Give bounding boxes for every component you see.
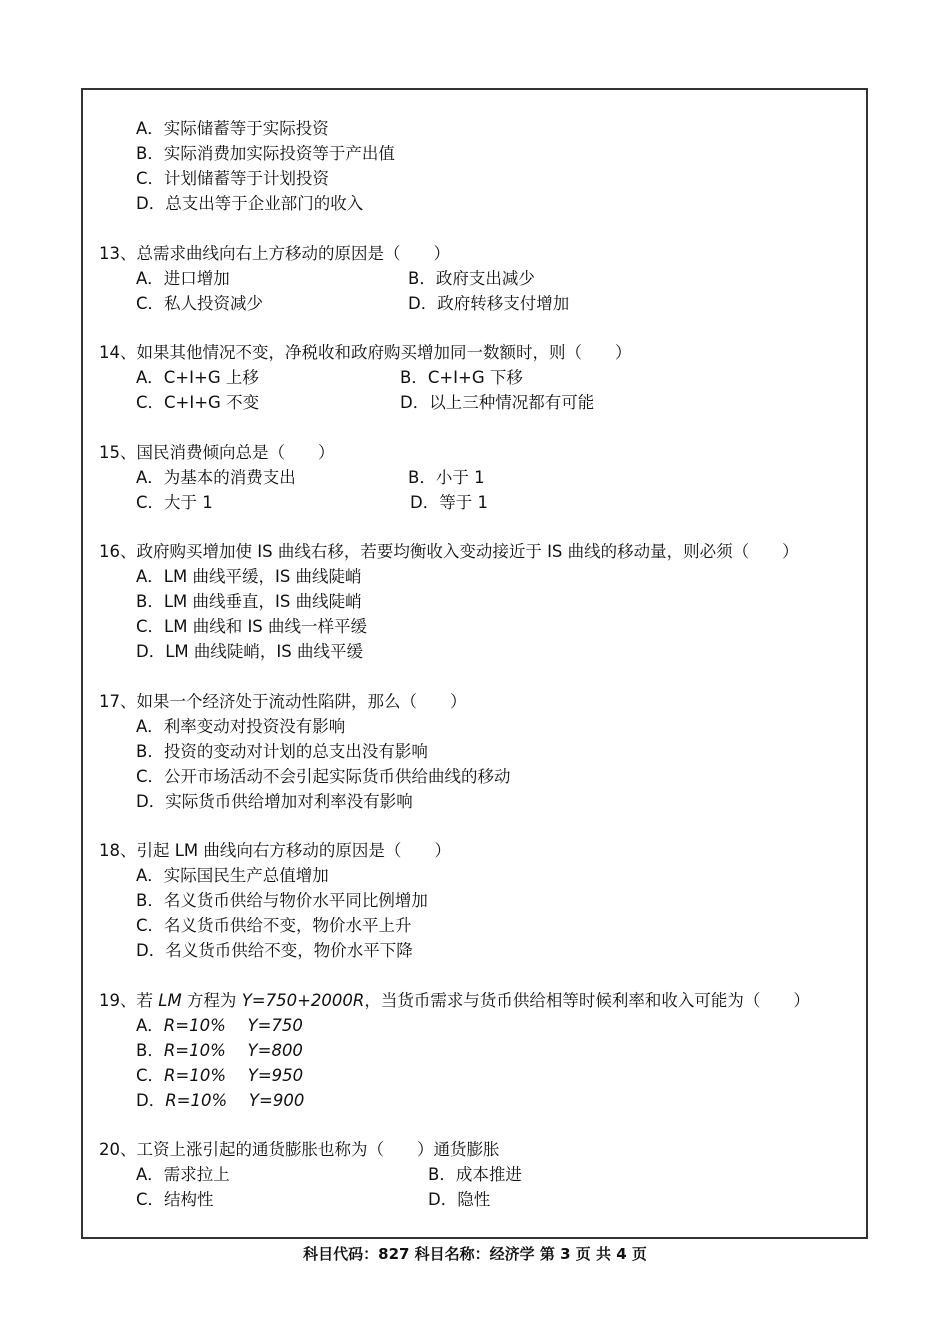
q19-option-c-value: R=10% Y=950 (164, 1065, 304, 1085)
q19-stem (99, 988, 859, 1013)
q19-option-c-label: C． (136, 1065, 165, 1085)
q14-options-row2 (99, 390, 859, 415)
q14-stem: 14、如果其他情况不变，净税收和政府购买增加同一数额时，则（ ） (99, 343, 632, 362)
q17-option-d: D．实际货币供给增加对利率没有影响 (136, 791, 413, 811)
q14-option-d: D．以上三种情况都有可能 (400, 393, 595, 412)
q17-option-a: A．利率变动对投资没有影响 (136, 716, 346, 736)
q20-options-row1 (99, 1162, 859, 1187)
q19-option-b-label: B． (136, 1040, 164, 1060)
q19-option-d (99, 1088, 859, 1113)
q20-options-row2 (99, 1187, 859, 1212)
q13-options-row2 (99, 291, 859, 316)
q18-option-c: C．名义货币供给不变，物价水平上升 (136, 916, 412, 935)
exam-content (99, 116, 859, 1212)
q15-option-a: A．为基本的消费支出 (136, 467, 296, 487)
q20-option-b: B．成本推进 (428, 1165, 522, 1184)
q17-option-c: C．公开市场活动不会引起实际货币供给曲线的移动 (136, 766, 511, 786)
q20-option-c: C．结构性 (136, 1190, 214, 1209)
q15-stem: 15、国民消费倾向总是（ ） (99, 442, 335, 462)
q19-option-d-label: D． (136, 1090, 166, 1110)
q14-options-row1 (99, 365, 859, 390)
q16-option-c: C．LM 曲线和 IS 曲线一样平缓 (136, 617, 368, 636)
q13-options-row1 (99, 266, 859, 291)
q15-options-row1 (99, 465, 859, 490)
q16-option-a: A．LM 曲线平缓，IS 曲线陡峭 (136, 567, 362, 586)
q13-option-c: C．私人投资减少 (136, 293, 264, 313)
q17-stem: 17、如果一个经济处于流动性陷阱，那么（ ） (99, 691, 467, 711)
q19-option-a-label: A． (136, 1015, 164, 1035)
q19-stem-equation: Y=750+2000R (241, 990, 365, 1010)
q19-stem-lm: LM (158, 990, 182, 1010)
q18-option-d: D．名义货币供给不变，物价水平下降 (136, 941, 413, 960)
q14-option-a: A．C+I+G 上移 (136, 368, 259, 387)
q18-option-a: A．实际国民生产总值增加 (136, 866, 329, 885)
q19-option-b (99, 1038, 859, 1063)
q18-stem: 18、引起 LM 曲线向右方移动的原因是（ ） (99, 841, 451, 860)
q14-option-b: B．C+I+G 下移 (400, 368, 523, 387)
q13-option-a: A．进口增加 (136, 268, 230, 288)
q13-option-d: D．政府转移支付增加 (408, 293, 570, 313)
q20-option-a: A．需求拉上 (136, 1165, 230, 1184)
q19-option-c (99, 1063, 859, 1088)
q12-option-c: C．计划储蓄等于计划投资 (136, 169, 330, 188)
q20-stem: 20、工资上涨引起的通货膨胀也称为（ ）通货膨胀 (99, 1140, 500, 1159)
q13-stem: 13、总需求曲线向右上方移动的原因是（ ） (99, 243, 450, 263)
q17-option-b: B．投资的变动对计划的总支出没有影响 (136, 741, 428, 761)
q20-option-d: D．隐性 (428, 1190, 491, 1209)
q14-option-c: C．C+I+G 不变 (136, 393, 260, 412)
q19-stem-prefix: 19、若 (99, 990, 159, 1010)
q19-option-a-value: R=10% Y=750 (163, 1015, 303, 1035)
q19-stem-mid: 方程为 (181, 990, 242, 1010)
q12-option-a: A．实际储蓄等于实际投资 (136, 119, 329, 138)
q19-option-a (99, 1013, 859, 1038)
q18-option-b: B．名义货币供给与物价水平同比例增加 (136, 891, 428, 910)
q19-option-d-value: R=10% Y=900 (165, 1090, 305, 1110)
q12-option-d: D．总支出等于企业部门的收入 (136, 194, 364, 213)
q15-option-d: D．等于 1 (410, 492, 488, 512)
q16-option-b: B．LM 曲线垂直，IS 曲线陡峭 (136, 592, 362, 611)
q13-option-b: B．政府支出减少 (408, 268, 535, 288)
q15-option-b: B．小于 1 (408, 467, 485, 487)
q16-stem: 16、政府购买增加使 IS 曲线右移，若要均衡收入变动接近于 IS 曲线的移动量，则必须（ ） (99, 542, 799, 561)
q15-option-c: C．大于 1 (136, 492, 213, 512)
q19-option-b-value: R=10% Y=800 (163, 1040, 303, 1060)
q16-option-d: D．LM 曲线陡峭，IS 曲线平缓 (136, 642, 363, 661)
q19-stem-suffix: ，当货币需求与货币供给相等时候利率和收入可能为（ ） (364, 990, 810, 1010)
page-footer: 科目代码：827 科目名称：经济学 第 3 页 共 4 页 (303, 1245, 647, 1263)
q15-options-row2 (99, 490, 859, 515)
q12-option-b: B．实际消费加实际投资等于产出值 (136, 144, 395, 163)
